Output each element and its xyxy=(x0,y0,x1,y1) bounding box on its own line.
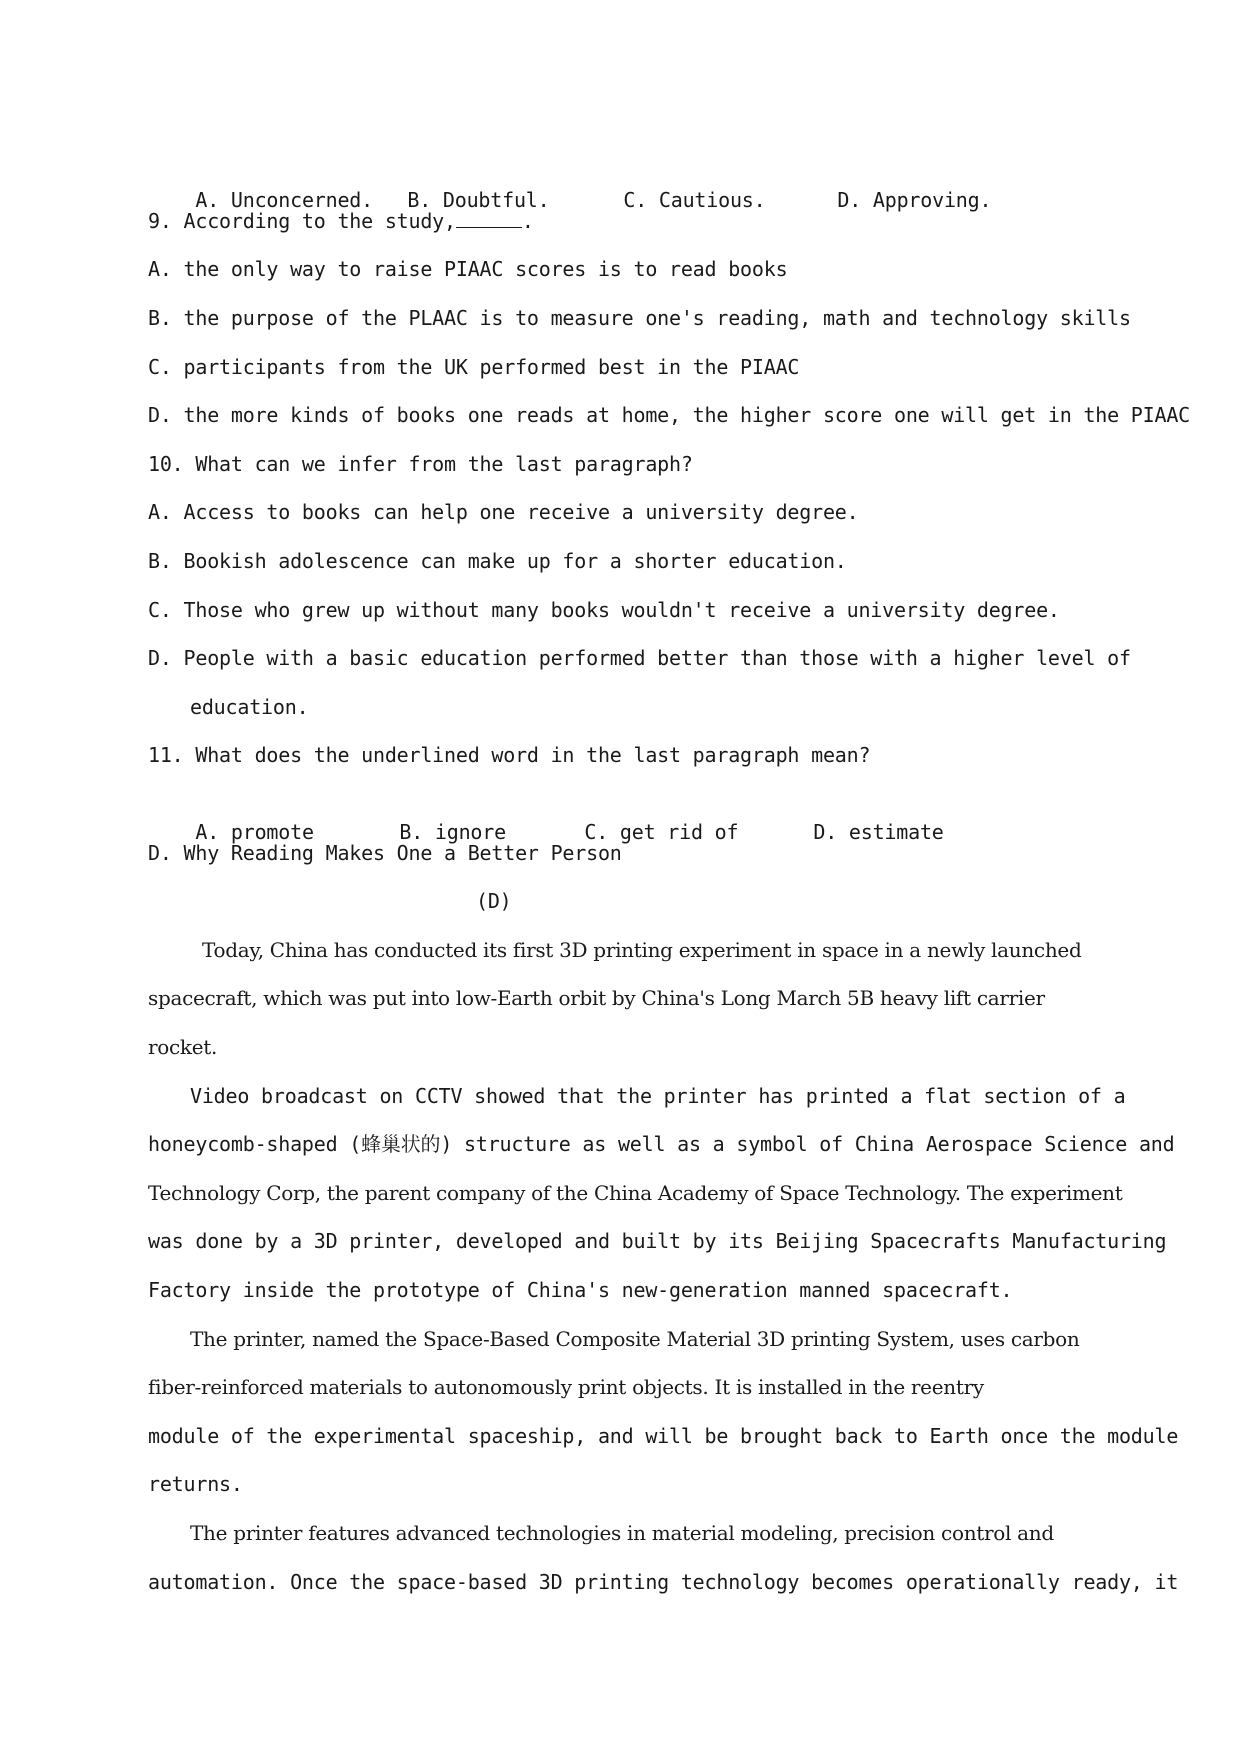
paragraph-4-line-1: The printer features advanced technologies in material modeling, precision control and xyxy=(190,1521,1054,1545)
q10-option-a: A. Access to books can help one receive a university degree. xyxy=(148,500,859,524)
paragraph-3-line-1: The printer, named the Space-Based Composite Material 3D printing System, uses carbon xyxy=(190,1327,1080,1351)
q11-option-d: D. estimate xyxy=(813,820,944,844)
q8-option-c: C. Cautious. xyxy=(623,188,766,212)
paragraph-3-line-2: fiber-reinforced materials to autonomously print objects. It is installed in the reentry xyxy=(148,1375,984,1399)
paragraph-2-line-5: Factory inside the prototype of China's new-generation manned spacecraft. xyxy=(148,1278,1013,1302)
paragraph-2-line-1: Video broadcast on CCTV showed that the printer has printed a flat section of a xyxy=(190,1084,1126,1108)
q8-option-a: A. Unconcerned. xyxy=(195,188,373,212)
q10-stem: 10. What can we infer from the last paragraph? xyxy=(148,452,693,476)
q10-option-b: B. Bookish adolescence can make up for a shorter education. xyxy=(148,549,847,573)
q10-option-d: D. People with a basic education performed better than those with a higher level of xyxy=(148,646,1131,670)
q11-option-c: C. get rid of xyxy=(584,820,739,844)
q10-option-d-continued: education. xyxy=(190,695,309,719)
paragraph-1-line-3: rocket. xyxy=(148,1035,218,1059)
passage-label: (D) xyxy=(476,889,512,913)
paragraph-4-line-2: automation. Once the space-based 3D printing technology becomes operationally ready, it xyxy=(148,1570,1179,1594)
q9-option-d: D. the more kinds of books one reads at home, the higher score one will get in the PIAAC xyxy=(148,403,1191,427)
q11-stem: 11. What does the underlined word in the last paragraph mean? xyxy=(148,743,871,767)
q8-option-b: B. Doubtful. xyxy=(407,188,550,212)
q11-option-a: A. promote xyxy=(195,820,314,844)
answer-blank xyxy=(456,209,522,228)
q10-option-c: C. Those who grew up without many books wouldn't receive a university degree. xyxy=(148,598,1060,622)
paragraph-2-line-2: honeycomb-shaped (蜂巢状的) structure as well as a symbol of China Aerospace Science and xyxy=(148,1132,1175,1156)
q9-option-c: C. participants from the UK performed best in the PIAAC xyxy=(148,355,800,379)
paragraph-1-line-2: spacecraft, which was put into low-Earth orbit by China's Long March 5B heavy lift carrier xyxy=(148,986,1045,1010)
q11-option-b: B. ignore xyxy=(399,820,506,844)
paragraph-2-line-4: was done by a 3D printer, developed and built by its Beijing Spacecrafts Manufacturing xyxy=(148,1229,1167,1253)
paragraph-2-line-3: Technology Corp, the parent company of the China Academy of Space Technology. The experiment xyxy=(148,1181,1123,1205)
q9-option-a: A. the only way to raise PIAAC scores is to read books xyxy=(148,257,788,281)
paragraph-3-line-3: module of the experimental spaceship, and will be brought back to Earth once the module xyxy=(148,1424,1179,1448)
q9-stem: 9. According to the study, . xyxy=(148,209,534,233)
stray-option: D. Why Reading Makes One a Better Person xyxy=(148,841,622,865)
paragraph-3-line-4: returns. xyxy=(148,1472,243,1496)
q9-option-b: B. the purpose of the PLAAC is to measure one's reading, math and technology skills xyxy=(148,306,1131,330)
paragraph-1-line-1: Today, China has conducted its first 3D printing experiment in space in a newly launched xyxy=(202,938,1082,962)
q8-option-d: D. Approving. xyxy=(837,188,992,212)
